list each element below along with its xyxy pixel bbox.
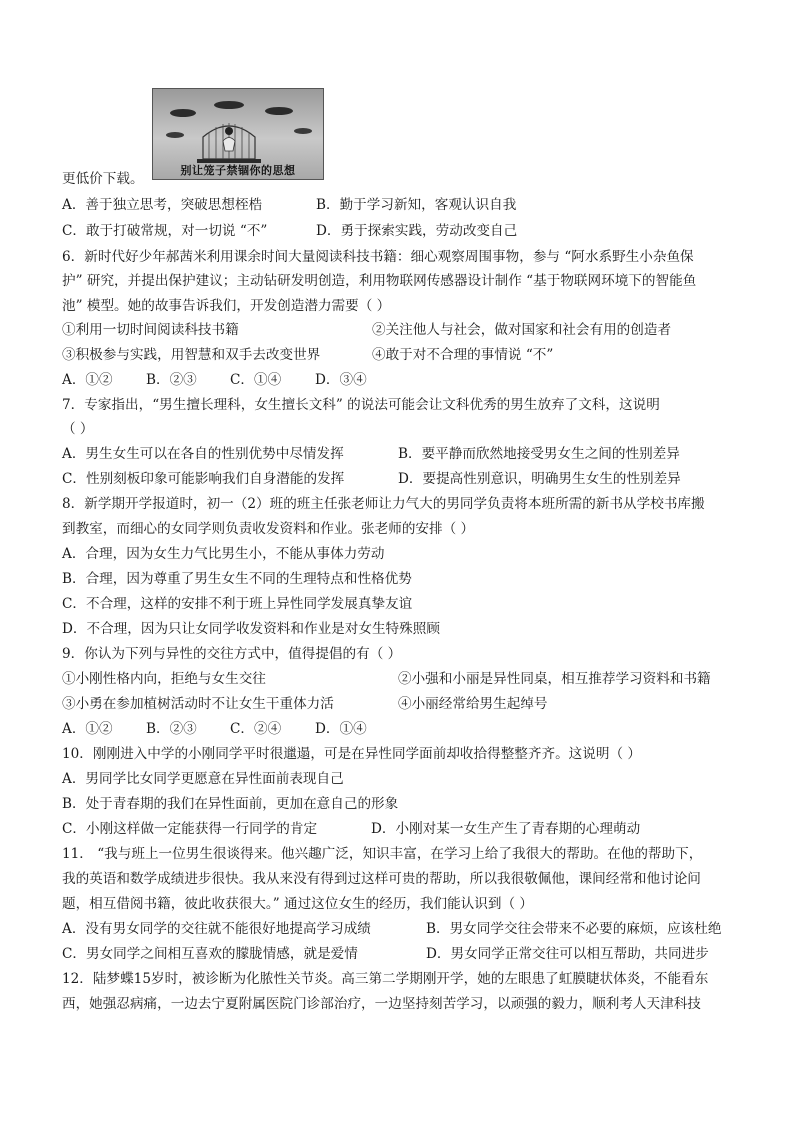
q11-option-c: C．男女同学之间相互喜欢的朦胧情感，就是爱情	[62, 946, 358, 962]
q7-option-d: D．要提高性别意识，明确男生女生的性别差异	[398, 471, 681, 487]
q11-stem: 题，相互借阅书籍，彼此收获很大。” 通过这位女生的经历，我们能认识到（ ）	[62, 896, 533, 912]
q6-option-c: C．①④	[230, 372, 282, 388]
q8-option-a: A．合理，因为女生力气比男生小，不能从事体力劳动	[62, 546, 385, 562]
q10-option-b: B．处于青春期的我们在异性面前，更加在意自己的形象	[62, 796, 399, 812]
q11-option-d: D．男女同学正常交往可以相互帮助，共同进步	[426, 946, 709, 962]
q6-statement-3: ③积极参与实践，用智慧和双手去改变世界	[62, 347, 321, 363]
q7-option-c: C．性别刻板印象可能影响我们自身潜能的发挥	[62, 471, 345, 487]
lead-text: 更低价下载。	[62, 171, 144, 187]
q9-option-b: B．②③	[146, 721, 197, 737]
q8-option-c: C．不合理，这样的安排不利于班上异性同学发展真挚友谊	[62, 596, 413, 612]
cartoon-figure	[152, 88, 324, 180]
q5-option-c: C．敢于打破常规，对一切说 “不”	[62, 223, 268, 239]
q11-option-b: B．男女同学交往会带来不必要的麻烦，应该杜绝	[426, 921, 722, 937]
q11-stem: 我的英语和数学成绩进步很快。我从来没有得到过这样可贵的帮助，所以我很敬佩他，课间经常和他讨论问	[62, 871, 701, 887]
q9-statement-3: ③小勇在参加植树活动时不让女生干重体力活	[62, 696, 334, 712]
q10-option-c: C．小刚这样做一定能获得一行同学的肯定	[62, 821, 318, 837]
q6-statement-1: ①利用一切时间阅读科技书籍	[62, 322, 239, 338]
q9-option-a: A．①②	[62, 721, 113, 737]
q12-stem: 12．陆梦蝶15岁时，被诊断为化脓性关节炎。高三第二学期刚开学，她的左眼患了虹膜睫状体炎，不能看东	[62, 971, 709, 987]
q11-stem: 11． “我与班上一位男生很谈得来。他兴趣广泛，知识丰富，在学习上给了我很大的帮助。在他的帮助下，	[62, 846, 703, 862]
q9-statement-1: ①小刚性格内向，拒绝与女生交往	[62, 671, 266, 687]
q9-option-d: D．①④	[315, 721, 367, 737]
q6-stem: 护” 研究，并提出保护建议；主动钻研发明创造，利用物联网传感器设计制作 “基于物联网环境下的智能鱼	[62, 273, 697, 289]
q10-option-d: D．小刚对某一女生产生了青春期的心理萌动	[371, 821, 641, 837]
q7-stem: （ ）	[62, 421, 94, 437]
q9-stem: 9．你认为下列与异性的交往方式中，值得提倡的有（ ）	[62, 646, 402, 662]
q7-stem: 7．专家指出，“男生擅长理科，女生擅长文科” 的说法可能会让文科优秀的男生放弃了文科，这说明	[62, 397, 660, 413]
q11-option-a: A．没有男女同学的交往就不能很好地提高学习成绩	[62, 921, 371, 937]
q10-stem: 10．刚刚进入中学的小刚同学平时很邋遢，可是在异性同学面前却收拾得整整齐齐。这说明（ ）	[62, 746, 641, 762]
q8-option-d: D．不合理，因为只让女同学收发资料和作业是对女生特殊照顾	[62, 621, 440, 637]
q6-statement-2: ②关注他人与社会，做对国家和社会有用的创造者	[372, 322, 672, 338]
q6-option-b: B．②③	[146, 372, 197, 388]
q9-statement-4: ④小丽经常给男生起绰号	[398, 696, 548, 712]
q5-option-b: B．勤于学习新知，客观认识自我	[316, 197, 517, 213]
q9-statement-2: ②小强和小丽是异性同桌，相互推荐学习资料和书籍	[398, 671, 711, 687]
cartoon-caption: 别让笼子禁锢你的思想	[180, 164, 296, 177]
q7-option-b: B．要平静而欣然地接受男女生之间的性别差异	[398, 446, 680, 462]
q6-stem: 6．新时代好少年郝茜米利用课余时间大量阅读科技书籍：细心观察周围事物，参与 “阿水系野生小杂鱼保	[62, 249, 694, 265]
q10-option-a: A．男同学比女同学更愿意在异性面前表现自己	[62, 771, 344, 787]
q6-option-a: A．①②	[62, 372, 113, 388]
q12-stem: 西，她强忍病痛，一边去宁夏附属医院门诊部治疗，一边坚持刻苦学习，以顽强的毅力，顺利考人天津科技	[62, 996, 701, 1012]
q8-stem: 8．新学期开学报道时，初一（2）班的班主任张老师让力气大的男同学负责将本班所需的新书从学校书库搬	[62, 496, 705, 512]
q6-statement-4: ④敢于对不合理的事情说 “不”	[372, 347, 554, 363]
q8-option-b: B．合理，因为尊重了男生女生不同的生理特点和性格优势	[62, 571, 412, 587]
q9-option-c: C．②④	[230, 721, 282, 737]
q6-option-d: D．③④	[315, 372, 367, 388]
q5-option-d: D．勇于探索实践，劳动改变自己	[316, 223, 518, 239]
q7-option-a: A．男生女生可以在各自的性别优势中尽情发挥	[62, 446, 344, 462]
q5-option-a: A．善于独立思考，突破思想桎梏	[62, 197, 263, 213]
q6-stem: 池” 模型。她的故事告诉我们，开发创造潜力需要（ ）	[62, 298, 391, 314]
q8-stem: 到教室，而细心的女同学则负责收发资料和作业。张老师的安排（ ）	[62, 521, 475, 537]
